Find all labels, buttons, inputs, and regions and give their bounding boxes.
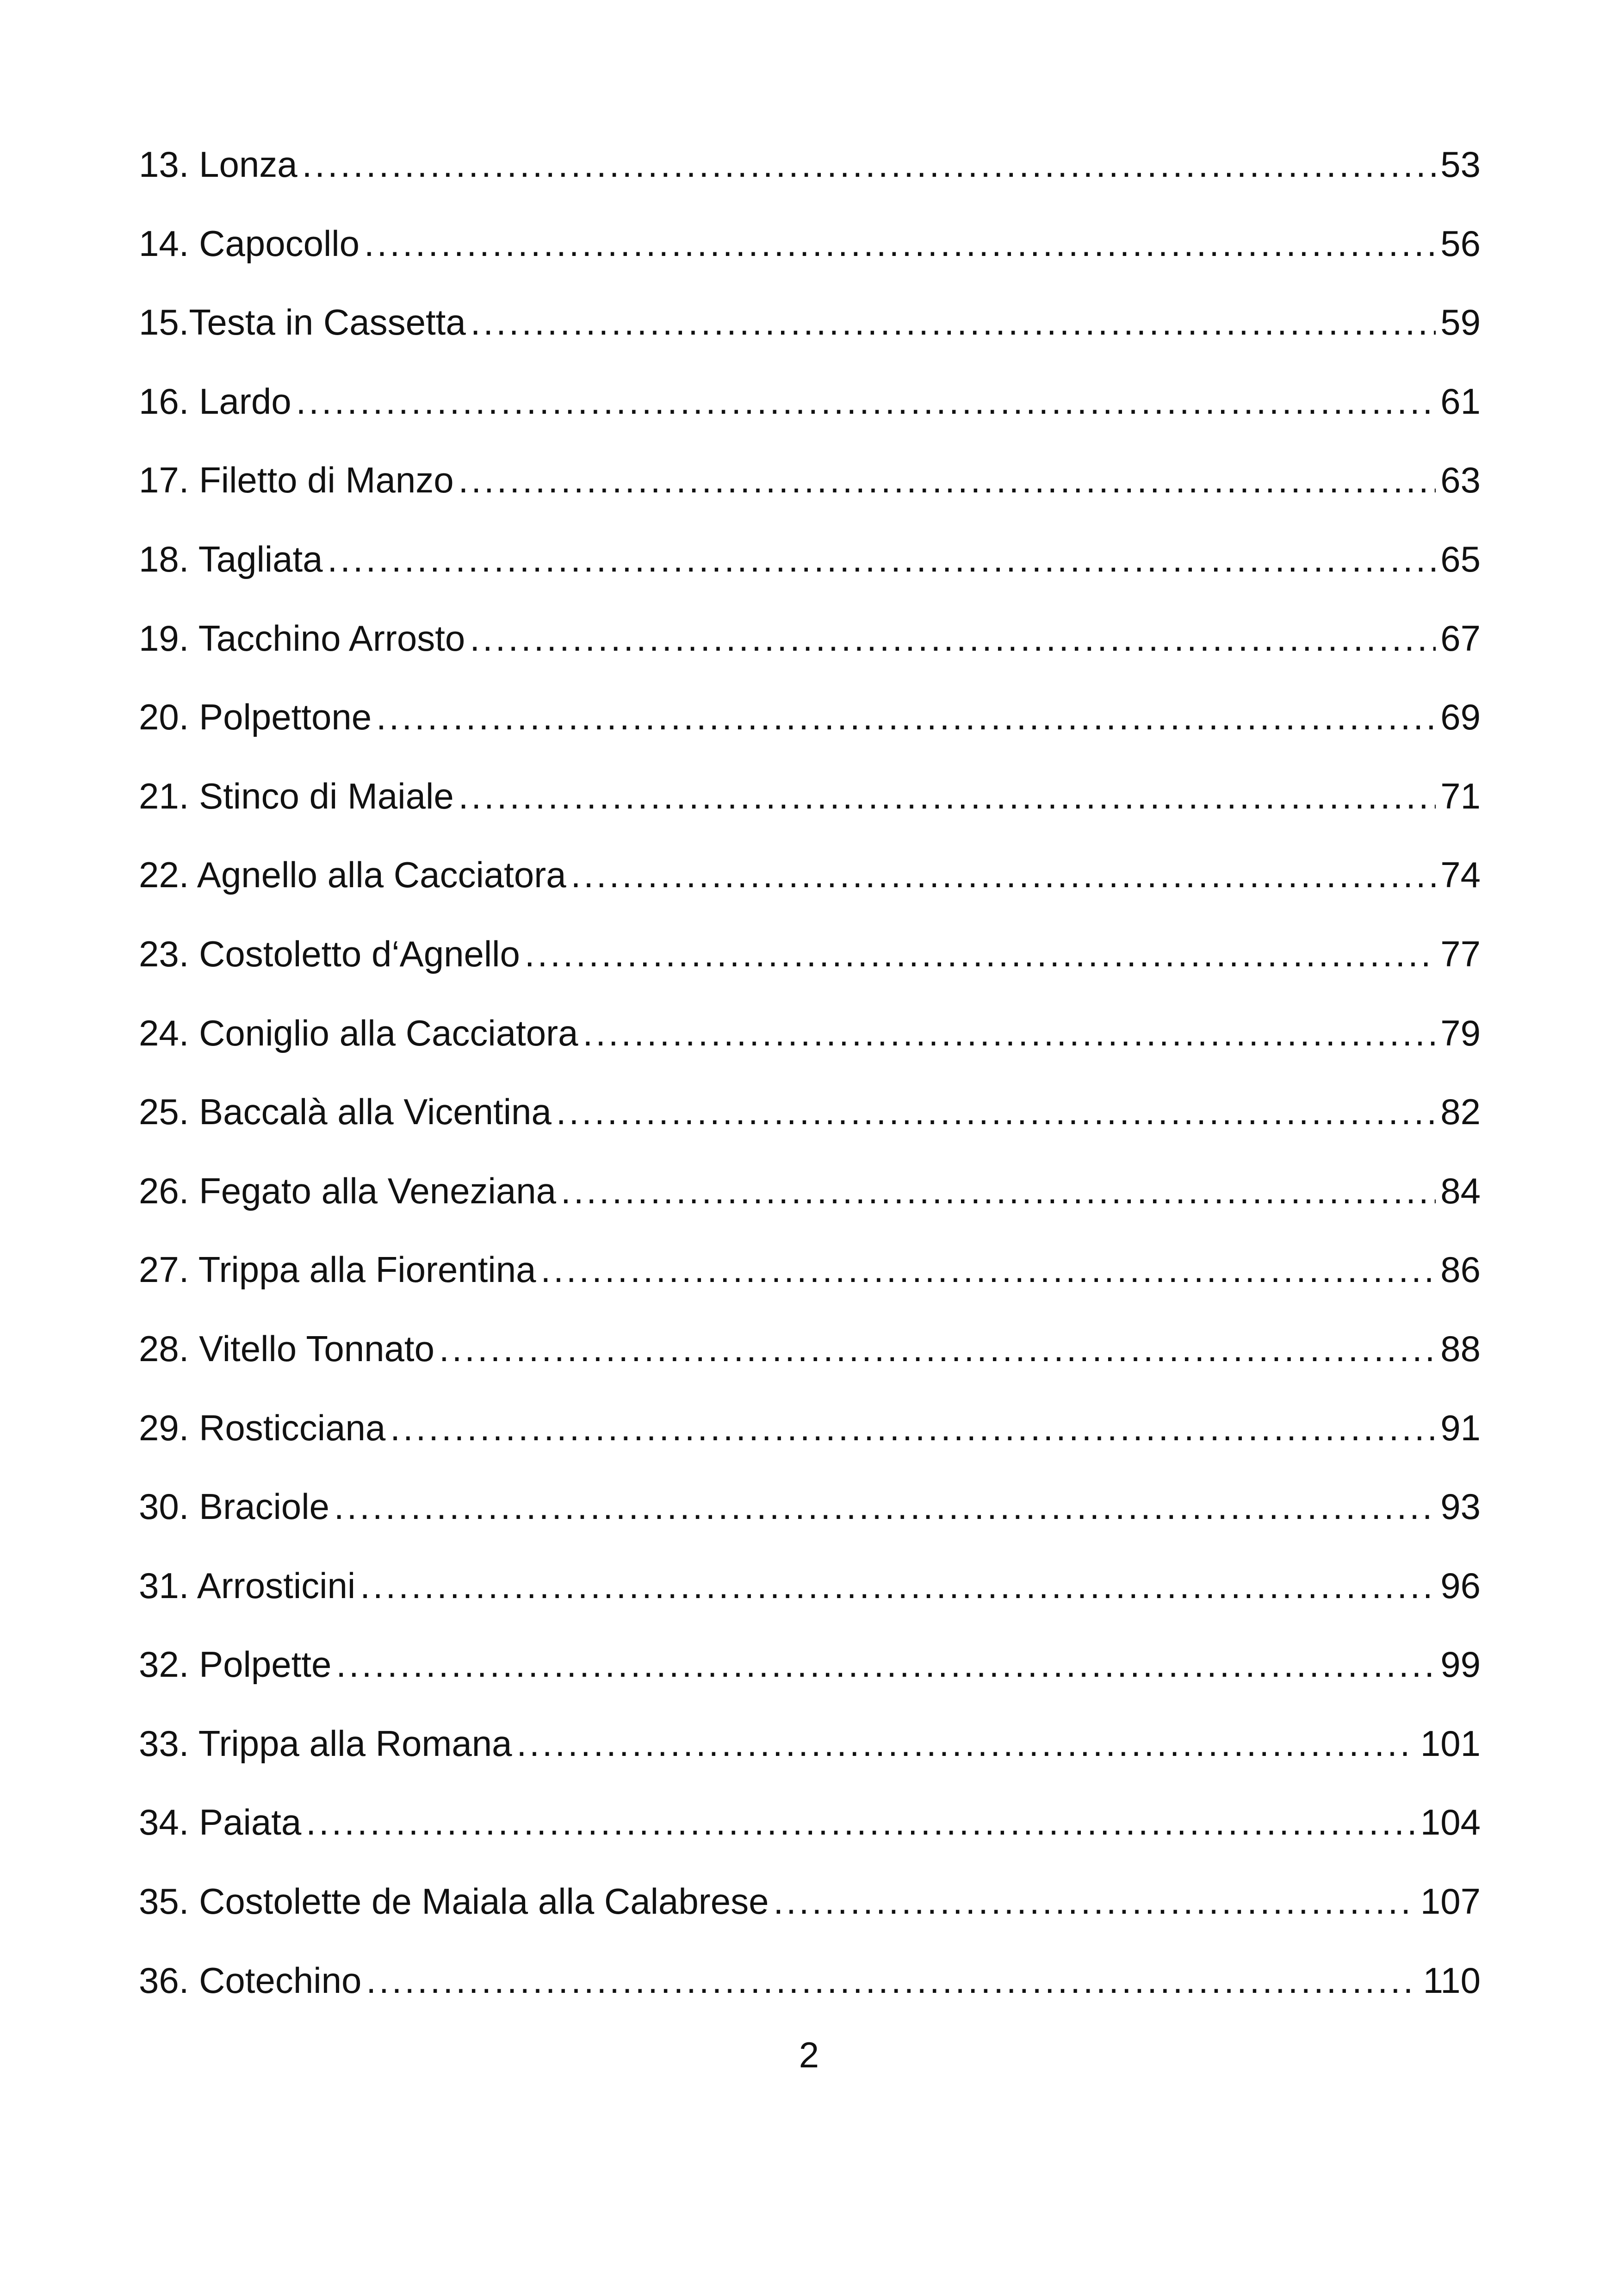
dot-leader (296, 362, 1436, 441)
toc-entry-page: 104 (1420, 1802, 1481, 1843)
toc-entry-title: 28. Vitello Tonnato (139, 1328, 434, 1369)
toc-entry-title: 33. Trippa alla Romana (139, 1723, 512, 1764)
toc-entry-title: 22. Agnello alla Cacciatora (139, 854, 566, 896)
toc-entry-title: 19. Tacchino Arrosto (139, 617, 465, 659)
toc-entry[interactable] (139, 1230, 1481, 1309)
toc-entry-title: 34. Paiata (139, 1802, 302, 1843)
dot-leader (328, 520, 1436, 599)
toc-entry[interactable] (139, 204, 1481, 283)
toc-entry-page: 65 (1440, 538, 1481, 579)
page-number: 2 (799, 2035, 819, 2075)
toc-entry[interactable] (139, 599, 1481, 678)
toc-entry-page: 63 (1440, 460, 1481, 501)
dot-leader (773, 1862, 1415, 1941)
toc-entry[interactable] (139, 678, 1481, 757)
toc-entry[interactable] (139, 1862, 1481, 1941)
toc-entry-title: 26. Fegato alla Veneziana (139, 1170, 557, 1211)
toc-entry-title: 24. Coniglio alla Cacciatora (139, 1012, 578, 1053)
dot-leader (459, 757, 1436, 836)
toc-entry[interactable] (139, 1072, 1481, 1151)
toc-entry[interactable] (139, 915, 1481, 994)
toc-entry-page: 67 (1440, 617, 1481, 659)
toc-entry-title: 13. Lonza (139, 144, 298, 185)
toc-entry[interactable] (139, 362, 1481, 441)
toc-entry-page: 53 (1440, 144, 1481, 185)
toc-entry-page: 84 (1440, 1170, 1481, 1211)
toc-entry-page: 59 (1440, 302, 1481, 343)
dot-leader (334, 1467, 1436, 1546)
toc-entry-page: 88 (1440, 1328, 1481, 1369)
toc-entry[interactable] (139, 283, 1481, 362)
toc-entry-title: 27. Trippa alla Fiorentina (139, 1249, 536, 1290)
dot-leader (459, 441, 1436, 520)
dot-leader (360, 1546, 1436, 1625)
dot-leader (541, 1230, 1436, 1309)
toc-entry-title: 17. Filetto di Manzo (139, 460, 454, 501)
toc-entry[interactable] (139, 835, 1481, 915)
dot-leader (525, 915, 1436, 994)
toc-entry-page: 101 (1420, 1723, 1481, 1764)
toc-entry[interactable] (139, 1467, 1481, 1546)
toc-entry-title: 20. Polpettone (139, 697, 372, 738)
toc-entry-title: 35. Costolette de Maiala alla Calabrese (139, 1881, 769, 1922)
toc-entry-title: 31. Arrosticini (139, 1565, 356, 1606)
toc-entry[interactable] (139, 1704, 1481, 1783)
toc-entry-page: 99 (1440, 1644, 1481, 1685)
toc-entry-title: 14. Capocollo (139, 223, 360, 264)
dot-leader (571, 835, 1436, 915)
toc-entry-page: 79 (1440, 1012, 1481, 1053)
toc-entry-title: 25. Baccalà alla Vicentina (139, 1091, 552, 1132)
toc-entry[interactable] (139, 1783, 1481, 1862)
toc-entry-page: 69 (1440, 697, 1481, 738)
toc-entry[interactable] (139, 1309, 1481, 1388)
toc-entry-page: 71 (1440, 775, 1481, 816)
dot-leader (302, 125, 1436, 204)
toc-entry-page: 96 (1440, 1565, 1481, 1606)
toc-entry-title: 23. Costoletto d‘Agnello (139, 933, 520, 974)
toc-entry[interactable] (139, 1151, 1481, 1231)
toc-entry-title: 16. Lardo (139, 380, 291, 422)
toc-entry-page: 107 (1420, 1881, 1481, 1922)
toc-entry-title: 36. Cotechino (139, 1960, 362, 2001)
toc-entry-page: 86 (1440, 1249, 1481, 1290)
toc-entry-title: 30. Braciole (139, 1486, 329, 1527)
table-of-contents (139, 125, 1481, 2020)
toc-entry-page: 82 (1440, 1091, 1481, 1132)
dot-leader (366, 1941, 1418, 2020)
toc-entry[interactable] (139, 441, 1481, 520)
dot-leader (470, 599, 1436, 678)
toc-entry[interactable] (139, 1625, 1481, 1704)
dot-leader (439, 1309, 1436, 1388)
toc-entry[interactable] (139, 1546, 1481, 1625)
dot-leader (583, 994, 1436, 1073)
toc-entry-page: 110 (1423, 1960, 1481, 2001)
toc-entry-title: 21. Stinco di Maiale (139, 775, 454, 816)
toc-entry-page: 91 (1440, 1407, 1481, 1448)
toc-entry[interactable] (139, 757, 1481, 836)
dot-leader (376, 678, 1436, 757)
toc-entry-title: 15.Testa in Cassetta (139, 302, 466, 343)
toc-entry-page: 93 (1440, 1486, 1481, 1527)
toc-entry-title: 29. Rosticciana (139, 1407, 386, 1448)
toc-entry-page: 77 (1440, 933, 1481, 974)
toc-entry-title: 32. Polpette (139, 1644, 332, 1685)
dot-leader (561, 1151, 1436, 1231)
dot-leader (390, 1388, 1436, 1468)
toc-entry-page: 61 (1440, 380, 1481, 422)
dot-leader (516, 1704, 1415, 1783)
toc-entry-page: 56 (1440, 223, 1481, 264)
toc-entry[interactable] (139, 994, 1481, 1073)
dot-leader (556, 1072, 1436, 1151)
dot-leader (471, 283, 1436, 362)
dot-leader (306, 1783, 1416, 1862)
dot-leader (364, 204, 1436, 283)
toc-entry[interactable] (139, 1941, 1481, 2020)
toc-entry-page: 74 (1440, 854, 1481, 896)
toc-entry-title: 18. Tagliata (139, 538, 323, 579)
toc-entry[interactable] (139, 520, 1481, 599)
toc-entry[interactable] (139, 125, 1481, 204)
dot-leader (336, 1625, 1436, 1704)
toc-entry[interactable] (139, 1388, 1481, 1468)
